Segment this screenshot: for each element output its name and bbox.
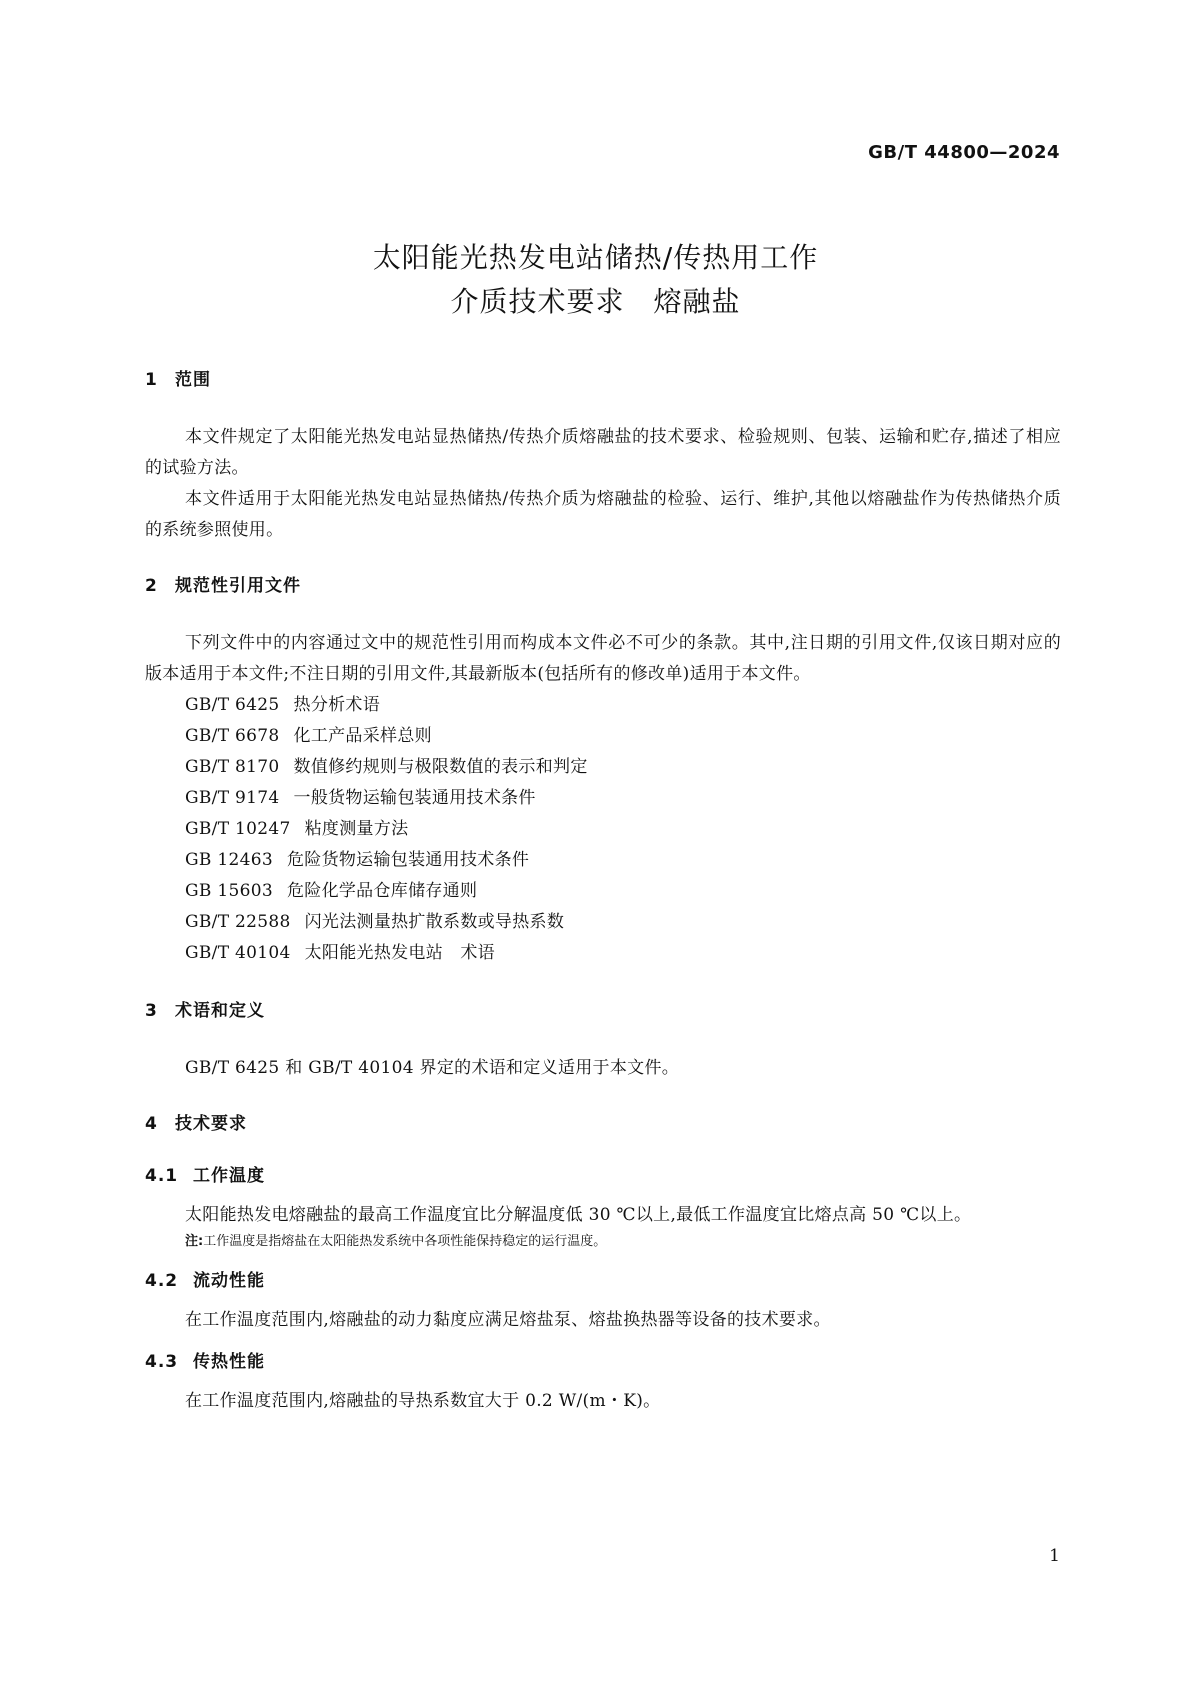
note-label: 注: xyxy=(185,1234,204,1249)
subsection-4-2-heading xyxy=(145,1269,1061,1293)
subsection-title: 工作温度 xyxy=(193,1166,265,1186)
section-title: 规范性引用文件 xyxy=(175,576,301,596)
subsection-number: 4.2 xyxy=(145,1271,179,1291)
note-text: 工作温度是指熔盐在太阳能热发系统中各项性能保持稳定的运行温度。 xyxy=(203,1234,607,1249)
note xyxy=(145,1231,1061,1253)
reference-code: GB/T 10247 xyxy=(185,819,291,839)
list-item xyxy=(145,752,1061,783)
reference-code: GB/T 6425 xyxy=(185,695,280,715)
reference-code: GB/T 8170 xyxy=(185,757,280,777)
reference-title: 一般货物运输包装通用技术条件 xyxy=(293,788,536,808)
reference-code: GB 12463 xyxy=(185,850,273,870)
page-number: 1 xyxy=(1049,1546,1060,1566)
section-1-heading xyxy=(145,368,1061,392)
reference-code: GB 15603 xyxy=(185,881,273,901)
subsection-number: 4.3 xyxy=(145,1352,179,1372)
reference-title: 闪光法测量热扩散系数或导热系数 xyxy=(304,912,565,932)
standard-code: GB/T 44800—2024 xyxy=(868,142,1060,163)
section-3-heading xyxy=(145,999,1061,1023)
section-2-heading xyxy=(145,574,1061,598)
reference-code: GB/T 22588 xyxy=(185,912,291,932)
section-title: 范围 xyxy=(175,370,211,390)
document-title xyxy=(0,236,1191,324)
reference-list xyxy=(145,690,1061,969)
list-item xyxy=(145,783,1061,814)
list-item xyxy=(145,721,1061,752)
paragraph: 在工作温度范围内,熔融盐的动力黏度应满足熔盐泵、熔盐换热器等设备的技术要求。 xyxy=(185,1310,831,1330)
title-line-1: 太阳能光热发电站储热/传热用工作 xyxy=(372,241,819,274)
reference-title: 粘度测量方法 xyxy=(304,819,409,839)
section-number: 2 xyxy=(145,576,158,596)
subsection-title: 流动性能 xyxy=(193,1271,265,1291)
subsection-title: 传热性能 xyxy=(193,1352,265,1372)
reference-title: 危险化学品仓库储存通则 xyxy=(286,881,478,901)
subsection-number: 4.1 xyxy=(145,1166,179,1186)
paragraph: 在工作温度范围内,熔融盐的导热系数宜大于 0.2 W/(m・K)。 xyxy=(185,1391,661,1411)
reference-code: GB/T 40104 xyxy=(185,943,291,963)
section-4-heading xyxy=(145,1112,1061,1136)
section-number: 4 xyxy=(145,1114,158,1134)
list-item xyxy=(145,814,1061,845)
list-item xyxy=(145,938,1061,969)
reference-code: GB/T 6678 xyxy=(185,726,280,746)
reference-title: 危险货物运输包装通用技术条件 xyxy=(286,850,530,870)
list-item xyxy=(145,876,1061,907)
paragraph: 太阳能热发电熔融盐的最高工作温度宜比分解温度低 30 ℃以上,最低工作温度宜比熔点高 50 ℃以上。 xyxy=(185,1205,972,1225)
section-number: 1 xyxy=(145,370,158,390)
reference-code: GB/T 9174 xyxy=(185,788,280,808)
list-item xyxy=(145,907,1061,938)
list-item xyxy=(145,690,1061,721)
reference-title: 热分析术语 xyxy=(293,695,381,715)
paragraph: 本文件适用于太阳能光热发电站显热储热/传热介质为熔融盐的检验、运行、维护,其他以熔融盐作为传热储热介质的系统参照使用。 xyxy=(145,489,1061,540)
paragraph: 本文件规定了太阳能光热发电站显热储热/传热介质熔融盐的技术要求、检验规则、包装、运输和贮存,描述了相应的试验方法。 xyxy=(145,427,1061,478)
subsection-4-3-heading xyxy=(145,1350,1061,1374)
subsection-4-1-heading xyxy=(145,1164,1061,1188)
document-body xyxy=(145,368,1061,1417)
paragraph: 下列文件中的内容通过文中的规范性引用而构成本文件必不可少的条款。其中,注日期的引用文件,仅该日期对应的版本适用于本文件;不注日期的引用文件,其最新版本(包括所有的修改单)适用于本文件。 xyxy=(145,633,1061,684)
paragraph: GB/T 6425 和 GB/T 40104 界定的术语和定义适用于本文件。 xyxy=(185,1058,680,1078)
reference-title: 太阳能光热发电站 术语 xyxy=(304,943,495,963)
reference-title: 化工产品采样总则 xyxy=(293,726,432,746)
list-item xyxy=(145,845,1061,876)
title-line-2: 介质技术要求 熔融盐 xyxy=(450,285,741,318)
reference-title: 数值修约规则与极限数值的表示和判定 xyxy=(293,757,588,777)
section-title: 术语和定义 xyxy=(175,1001,265,1021)
section-number: 3 xyxy=(145,1001,158,1021)
section-title: 技术要求 xyxy=(175,1114,247,1134)
